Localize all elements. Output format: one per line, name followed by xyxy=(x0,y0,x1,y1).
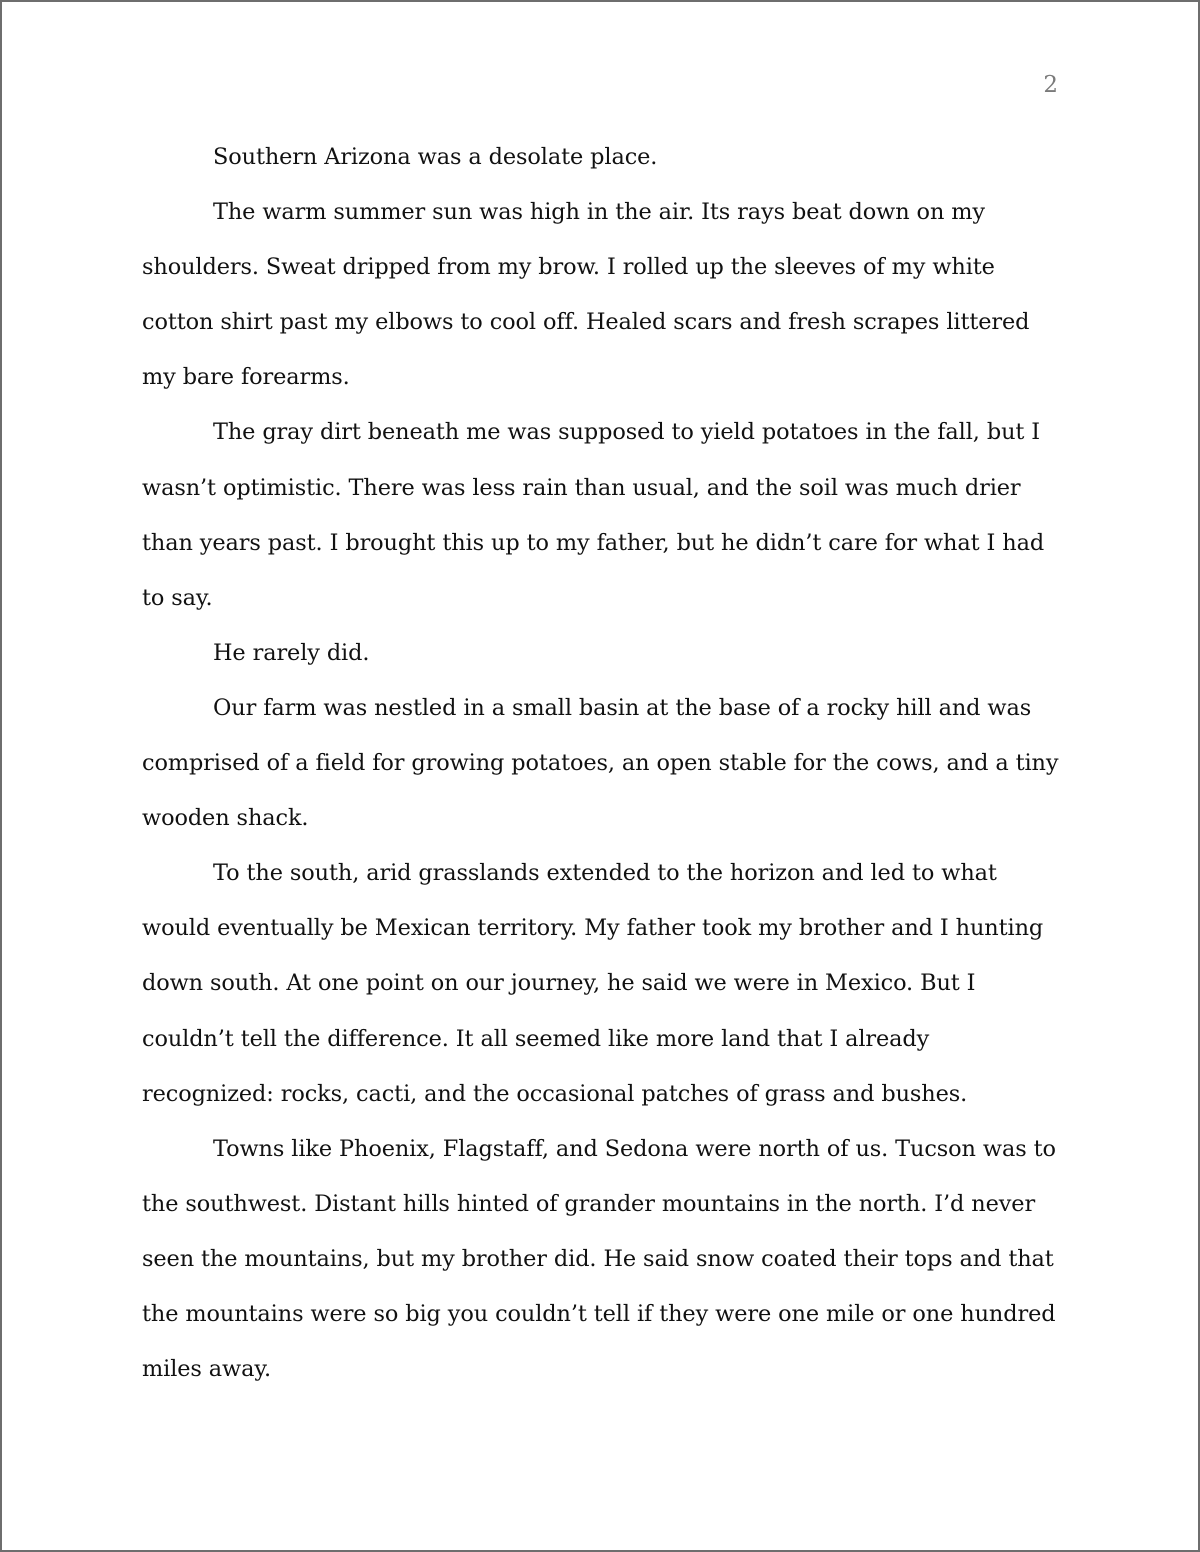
page-number: 2 xyxy=(1043,72,1058,98)
paragraph: The gray dirt beneath me was supposed to yield potatoes in the fall, but I wasn’t optimistic. There was less rain than usual, and the soil was much drier than years past. I brought this up to my father, but he didn’t care for what I had to say. xyxy=(142,419,1045,611)
paragraph: He rarely did. xyxy=(213,639,370,666)
paragraph: Southern Arizona was a desolate place. xyxy=(213,144,658,170)
paragraph: To the south, arid grasslands extended to the horizon and led to what would eventually be Mexican territory. My father took my brother and I hunting down south. At one point on our journey, he said we were in Mexico. But I couldn’t tell the difference. It all seemed like more land that I already recognized: rocks, cacti, and the occasional patches of grass and bushes. xyxy=(142,860,1044,1107)
paragraph: Towns like Phoenix, Flagstaff, and Sedona were north of us. Tucson was to the southwest. Distant hills hinted of grander mountains in the north. I’d never seen the mountains, but my brother did. He said snow coated their tops and that the mountains were so big you couldn’t tell if they were one mile or one hundred miles away. xyxy=(142,1135,1056,1383)
paragraph: Our farm was nestled in a small basin at the base of a rocky hill and was comprised of a field for growing potatoes, an open stable for the cows, and a tiny wooden shack. xyxy=(142,694,1059,832)
body-text xyxy=(142,130,1067,1397)
paragraph: The warm summer sun was high in the air. Its rays beat down on my shoulders. Sweat dripped from my brow. I rolled up the sleeves of my white cotton shirt past my elbows to cool off. Healed scars and fresh scrapes littered my bare forearms. xyxy=(142,199,1030,391)
